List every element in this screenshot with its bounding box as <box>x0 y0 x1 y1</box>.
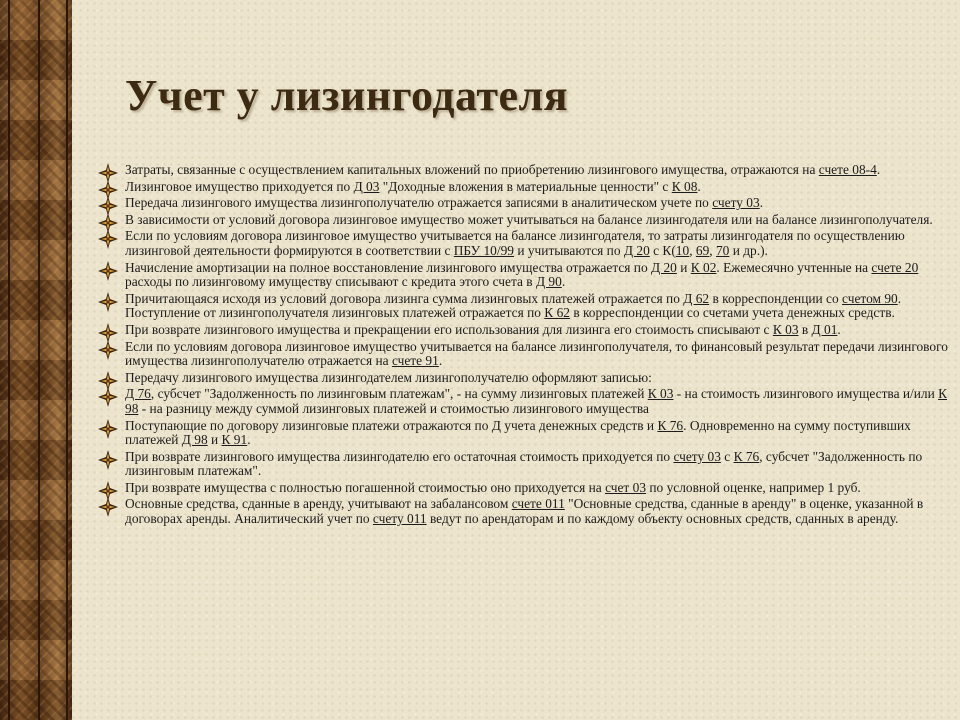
text-fragment: . <box>876 162 881 177</box>
text-fragment: по условной оценке, например 1 руб. <box>646 479 861 495</box>
text-fragment: Передачу лизингового имущества лизингодателем лизингополучателю оформляют записью: <box>125 369 652 385</box>
account-link[interactable]: счету 03 <box>712 195 760 211</box>
list-item <box>96 163 948 178</box>
account-link[interactable]: счете 08-4 <box>818 162 877 177</box>
list-item <box>96 180 948 195</box>
text-fragment: и <box>676 259 691 275</box>
list-item <box>96 387 948 416</box>
account-link[interactable]: К 76 <box>733 448 760 464</box>
list-item <box>96 450 948 479</box>
text-fragment: Если по условиям договора лизинговое имущество учитывается на балансе лизингополучателя, то финансовый результат передачи лизингового имущества лизингополучателю отражается на <box>125 338 948 369</box>
account-link[interactable]: К 91 <box>221 432 248 448</box>
border-texture <box>0 0 72 720</box>
text-fragment: Начисление амортизации на полное восстановление лизингового имущества отражается по <box>125 259 651 275</box>
text-fragment: Поступающие по договору лизинговые платежи отражаются по Д учета денежных средств и <box>125 417 658 433</box>
account-link[interactable]: 69 <box>695 242 710 258</box>
text-fragment: Причитающаяся исходя из условий договора лизинга сумма лизинговых платежей отражается по <box>125 290 684 306</box>
text-fragment: При возврате лизингового имущества и прекращении его использования для лизинга его стоимость списывают с <box>125 321 773 337</box>
text-fragment: и <box>207 432 222 448</box>
text-fragment: . <box>697 178 701 194</box>
list-item-text <box>125 449 922 479</box>
text-fragment: - на стоимость лизингового имущества и/или <box>673 386 939 402</box>
text-fragment: Основные средства, сданные в аренду, учитывают на забалансовом <box>125 496 512 512</box>
text-fragment: , субсчет "Задолженность по лизинговым платежам", - на сумму лизинговых платежей <box>150 386 648 402</box>
text-fragment: ведут по арендаторам и по каждому объекту основных средств, сданных в аренду. <box>426 511 899 527</box>
list-item-text <box>125 480 861 495</box>
account-link[interactable]: Д 03 <box>353 178 380 194</box>
text-fragment: В зависимости от условий договора лизинговое имущество может учитываться на балансе лизингодателя или на балансе лизингополучателя. <box>125 211 933 227</box>
account-link[interactable]: К 76 <box>657 417 684 433</box>
star-icon <box>98 419 118 439</box>
account-link[interactable]: счете 011 <box>511 496 565 512</box>
text-fragment: При возврате лизингового имущества лизингодателю его остаточная стоимость приходуется по <box>125 448 674 464</box>
account-link[interactable]: 10 <box>675 242 690 258</box>
text-fragment: Затраты, связанные с осуществлением капитальных вложений по приобретению лизингового имущества, отражаются на <box>125 162 819 177</box>
text-fragment: и др.). <box>729 242 768 258</box>
text-fragment: . Ежемесячно учтенные на <box>716 259 872 275</box>
text-fragment: , субсчет "Задолженность по лизинговым платежам". <box>125 448 923 479</box>
text-fragment: в корреспонденции со счетами учета денежных средств. <box>569 305 895 321</box>
list-item-text <box>125 418 911 448</box>
list-item <box>96 261 948 290</box>
account-link[interactable]: Д 20 <box>623 242 650 258</box>
text-fragment: и учитываются по <box>513 242 624 258</box>
list-item-text <box>125 496 923 526</box>
text-fragment: . <box>759 195 764 211</box>
list-item-text <box>125 162 880 177</box>
star-icon <box>98 497 118 517</box>
list-item-text <box>125 228 905 258</box>
list-item-text <box>125 339 948 369</box>
list-item <box>96 340 948 369</box>
list-item <box>96 196 948 211</box>
border-rule <box>8 0 10 720</box>
text-fragment: с <box>720 448 734 464</box>
account-link[interactable]: счете 20 <box>871 259 919 275</box>
account-link[interactable]: счет 03 <box>605 479 647 495</box>
account-link[interactable]: счету 03 <box>673 448 721 464</box>
list-item-text <box>125 212 933 227</box>
text-fragment: . <box>561 274 566 290</box>
star-icon <box>98 229 118 249</box>
account-link[interactable]: счетом 90 <box>842 290 898 306</box>
text-fragment: Лизинговое имущество приходуется по <box>125 178 354 194</box>
account-link[interactable]: счету 011 <box>372 511 427 527</box>
list-item <box>96 292 948 321</box>
list-item <box>96 419 948 448</box>
slide-title: Учет у лизингодателя <box>125 71 569 120</box>
account-link[interactable]: 70 <box>715 242 730 258</box>
text-fragment: Если по условиям договора лизинговое имущество учитывается на балансе лизингодателя, то затраты лизингодателя по осуществлению лизинговой деятельности формируются в соответствии с <box>125 228 905 258</box>
text-fragment: . <box>438 353 443 369</box>
list-item <box>96 213 948 228</box>
text-fragment: с К( <box>649 242 676 258</box>
decorative-border <box>0 0 72 720</box>
account-link[interactable]: Д 01 <box>811 321 838 337</box>
text-fragment: . <box>247 432 251 448</box>
border-rule <box>66 0 68 720</box>
bullet-list <box>96 163 948 529</box>
star-icon <box>98 450 118 470</box>
star-icon <box>98 387 118 407</box>
text-fragment: . Одновременно на сумму поступивших платежей <box>125 417 911 448</box>
account-link[interactable]: К 02 <box>690 259 717 275</box>
account-link[interactable]: Д 90 <box>535 274 562 290</box>
list-item-text <box>125 386 947 416</box>
account-link[interactable]: К 03 <box>647 386 674 402</box>
account-link[interactable]: Д 62 <box>683 290 710 306</box>
list-item <box>96 323 948 338</box>
list-item <box>96 229 948 258</box>
star-icon <box>98 261 118 281</box>
account-link[interactable]: К 03 <box>772 321 799 337</box>
account-link[interactable]: Д 98 <box>181 432 208 448</box>
list-item <box>96 371 948 386</box>
star-icon <box>98 292 118 312</box>
text-fragment: , <box>709 242 716 258</box>
text-fragment: расходы по лизинговому имуществу списывают с кредита этого счета в <box>125 274 536 290</box>
account-link[interactable]: ПБУ 10/99 <box>453 242 514 258</box>
star-icon <box>98 340 118 360</box>
account-link[interactable]: Д 76 <box>125 386 151 402</box>
list-item-text <box>125 260 918 290</box>
text-fragment: Передача лизингового имущества лизингополучателю отражается записями в аналитическом учете по <box>125 195 713 211</box>
account-link[interactable]: Д 20 <box>651 259 677 275</box>
text-fragment: . Поступление от лизингополучателя лизинговых платежей отражается по <box>125 290 902 321</box>
text-fragment: в корреспонденции со <box>709 290 843 306</box>
text-fragment: . <box>837 321 841 337</box>
account-link[interactable]: К 08 <box>671 178 698 194</box>
list-item <box>96 497 948 526</box>
list-item-text <box>125 370 652 385</box>
border-rule <box>38 0 40 720</box>
account-link[interactable]: К 98 <box>125 386 948 416</box>
text-fragment: "Основные средства, сданные в аренду" в оценке, указанной в договорах аренды. Аналитический учет по <box>125 496 924 527</box>
text-fragment: - на разницу между суммой лизинговых платежей и стоимостью лизингового имущества <box>138 400 649 416</box>
text-fragment: "Доходные вложения в материальные ценности" с <box>379 178 672 194</box>
list-item-text <box>125 322 841 337</box>
account-link[interactable]: К 62 <box>544 305 570 321</box>
list-item-text <box>125 179 701 194</box>
list-item-text <box>125 195 763 210</box>
text-fragment: При возврате имущества с полностью погашенной стоимостью оно приходуется на <box>125 479 606 495</box>
list-item <box>96 481 948 496</box>
text-fragment: , <box>689 242 696 258</box>
list-item-text <box>125 291 901 321</box>
text-fragment: в <box>798 321 812 337</box>
account-link[interactable]: счете 91 <box>391 353 439 369</box>
